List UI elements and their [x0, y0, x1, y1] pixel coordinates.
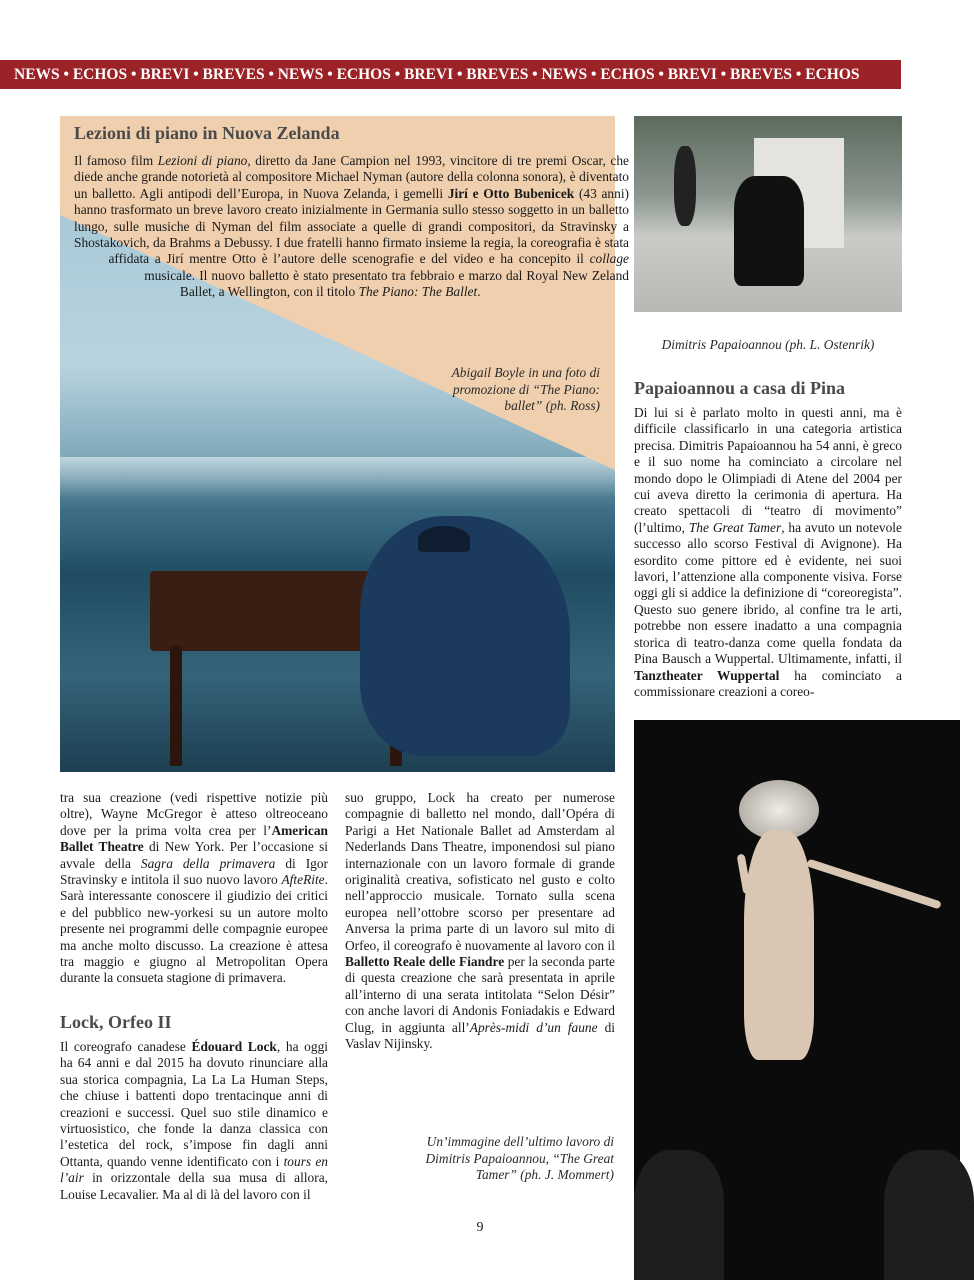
text: , diretto da Jane Campion nel 1993, vincitore di tre premi Oscar, che diede anche grande notorietà al compositore Michael Nyman (autore della colonna sonora), è diventato un balletto. Agli antipodi dell’Europa, in Nuova Zelanda, i gemelli — [74, 153, 629, 201]
text: , ha avuto un notevole successo allo scorso Festival di Avignone). Ha esordito come pittore ed è evidente, nei suoi lavori, l’attenzione alla componente visiva. Forse oggi gli si addice la definizione di “coreoregista”. Questo suo genere ibrido, al confine tra le arti, potrebbe non essere inadatto a una compagnia storica di teatro-danza come quella fondata da Pina Bausch a Wuppertal. Ultimamente, infatti, il — [634, 519, 902, 667]
article-papaioannou — [634, 377, 902, 700]
text-italic: Après-midi d’un faune — [469, 1019, 598, 1035]
text: Di lui si è parlato molto in questi anni, ma è difficile classificarlo in una categoria artistica precisa. Dimitris Papaioannou ha 54 anni, è greco e il suo nome ha cominciato a circolare nel mondo dopo le Olimpiadi di Atene del 2004 per cui aveva diretto la cerimonia di apertura. Ha creato spettacoli di “teatro di movimento” (l’ultimo, — [634, 405, 902, 535]
text-italic: AfteRite — [281, 872, 325, 888]
text: per la seconda parte di questa creazione che sarà presentata in aprile all’interno di una serata intitolata “Selon Désir” con anche lavori di Andonis Foniadakis e Edward Clug, in aggiunta all’ — [345, 954, 615, 1035]
text: di New York. Per l’occasione si avvale della — [60, 839, 328, 871]
text: di Vaslav Nijinsky. — [345, 1019, 615, 1052]
text-bold: Édouard Lock — [191, 1038, 277, 1054]
column-middle — [345, 790, 615, 1053]
article-body — [345, 790, 615, 1053]
text-italic: collage — [589, 251, 629, 267]
great-tamer-photo — [634, 720, 960, 1280]
photo-caption: Dimitris Papaioannou (ph. L. Ostenrik) — [661, 337, 875, 352]
article-body — [634, 405, 902, 700]
text: suo gruppo, Lock ha creato per numerose compagnie di balletto nel mondo, dall’Opéra di Parigi a Het Nationale Ballet ad Amsterdam al Nederlands Dans Theatre, imponendosi sul piano internazionale con un lavoro formale di grande originalità creativa, sofisticato nel gusto e colto nell’approccio musicale. Tornato sulla scena europea nell’ottobre scorso per presentare ad Anversa la prima parte di un lavoro sul mito di Orfeo, il coreografo è nuovamente al lavoro con il — [345, 790, 615, 953]
text: (43 anni) hanno trasformato un breve lavoro creato inizialmente in Germania sullo stesso soggetto in un balletto lungo, sulle musiche di Nyman del film associate a quelle di grandi compositori, da Stravinsky a Shostakovich, da Brahms a Debussy. I due fratelli hanno firmato insieme la regia, la coreografia è stata affidata a Jirí mentre Otto è l’autore delle scenografie e del video e ha concepito il — [74, 185, 630, 267]
page-number: 9 — [476, 1220, 484, 1235]
text-bold: Tanztheater Wuppertal — [634, 667, 780, 683]
article-title: Papaioannou a casa di Pina — [634, 378, 846, 398]
article-body — [60, 1039, 328, 1203]
performer-figure — [634, 1150, 724, 1280]
text: . Sarà interessante conoscere il giudizio dei critici e del pubblico new-yorkesi su un autore molto presente nei programmi delle compagnie europee ma anche molto discusso. La creazione è attesa tra maggio e giugno al Metropolitan Opera durante la consueta stagione di primavera. — [60, 872, 328, 986]
section-banner: NEWS • ECHOS • BREVI • BREVES • NEWS • ECHOS • BREVI • BREVES • NEWS • ECHOS • BREVI • BREVES • ECHOS — [0, 60, 901, 89]
article-title: Lezioni di piano in Nuova Zelanda — [74, 123, 340, 143]
text-italic: Lezioni di piano — [157, 153, 248, 168]
piano-feature-box — [60, 116, 630, 772]
photo-caption: Abigail Boyle in una foto di promozione di “The Piano: ballet” (ph. Ross) — [451, 365, 600, 413]
text: Il coreografo canadese — [60, 1038, 192, 1054]
text: di Igor Stravinsky e intitola il suo nuovo lavoro — [60, 855, 328, 888]
text: Il famoso film — [74, 153, 158, 168]
text-italic: tours en l’air — [60, 1153, 328, 1186]
dancer-figure — [744, 830, 814, 1060]
papaioannou-photo — [634, 116, 902, 312]
text: ha cominciato a commissionare creazioni a coreo- — [634, 667, 903, 699]
text-italic: The Piano: The Ballet — [358, 284, 478, 300]
text: . — [477, 284, 481, 300]
text-bold: Jirí e Otto Bubenicek — [447, 185, 575, 201]
column-left — [60, 790, 328, 1203]
text: musicale. Il nuovo balletto è stato presentato tra febbraio e marzo dal Royal New Zeland Ballet, a Wellington, con il titolo — [144, 267, 629, 300]
photo-caption: Un’immagine dell’ultimo lavoro di Dimitris Papaioannou, “The Great Tamer” (ph. J. Mommert) — [425, 1134, 614, 1182]
text-bold: Balletto Reale delle Fiandre — [345, 954, 505, 970]
article-body — [74, 153, 630, 301]
text: , ha oggi ha 64 anni e dal 2015 ha dovuto rinunciare alla sua storica compagnia, La La La Human Steps, che chiuse i battenti dopo trentacinque anni di creazioni e successi. Quel suo stile dinamico e virtuosistico, che fonde la danza classica con l’estetica del rock, s’impose fin dagli anni Ottanta, quando venne identificato con i — [60, 1038, 328, 1169]
text: tra sua creazione (vedi rispettive notizie più oltre), Wayne McGregor è atteso oltreoceano dove per la prima volta crea per l’ — [60, 790, 328, 838]
article-piano — [60, 116, 630, 793]
article-body-continued — [60, 790, 328, 987]
text-bold: American Ballet Theatre — [60, 822, 328, 855]
dancer-arm — [806, 859, 942, 910]
background-figure — [674, 146, 696, 226]
text-italic: Sagra della primavera — [140, 855, 276, 871]
text: in orizzontale della sua musa di allora, Louise Lecavalier. Ma al di là del lavoro con il — [60, 1170, 328, 1202]
text-italic: The Great Tamer — [688, 519, 782, 535]
performer-figure — [884, 1150, 974, 1280]
man-figure — [734, 176, 804, 286]
article-title: Lock, Orfeo II — [60, 1011, 172, 1032]
